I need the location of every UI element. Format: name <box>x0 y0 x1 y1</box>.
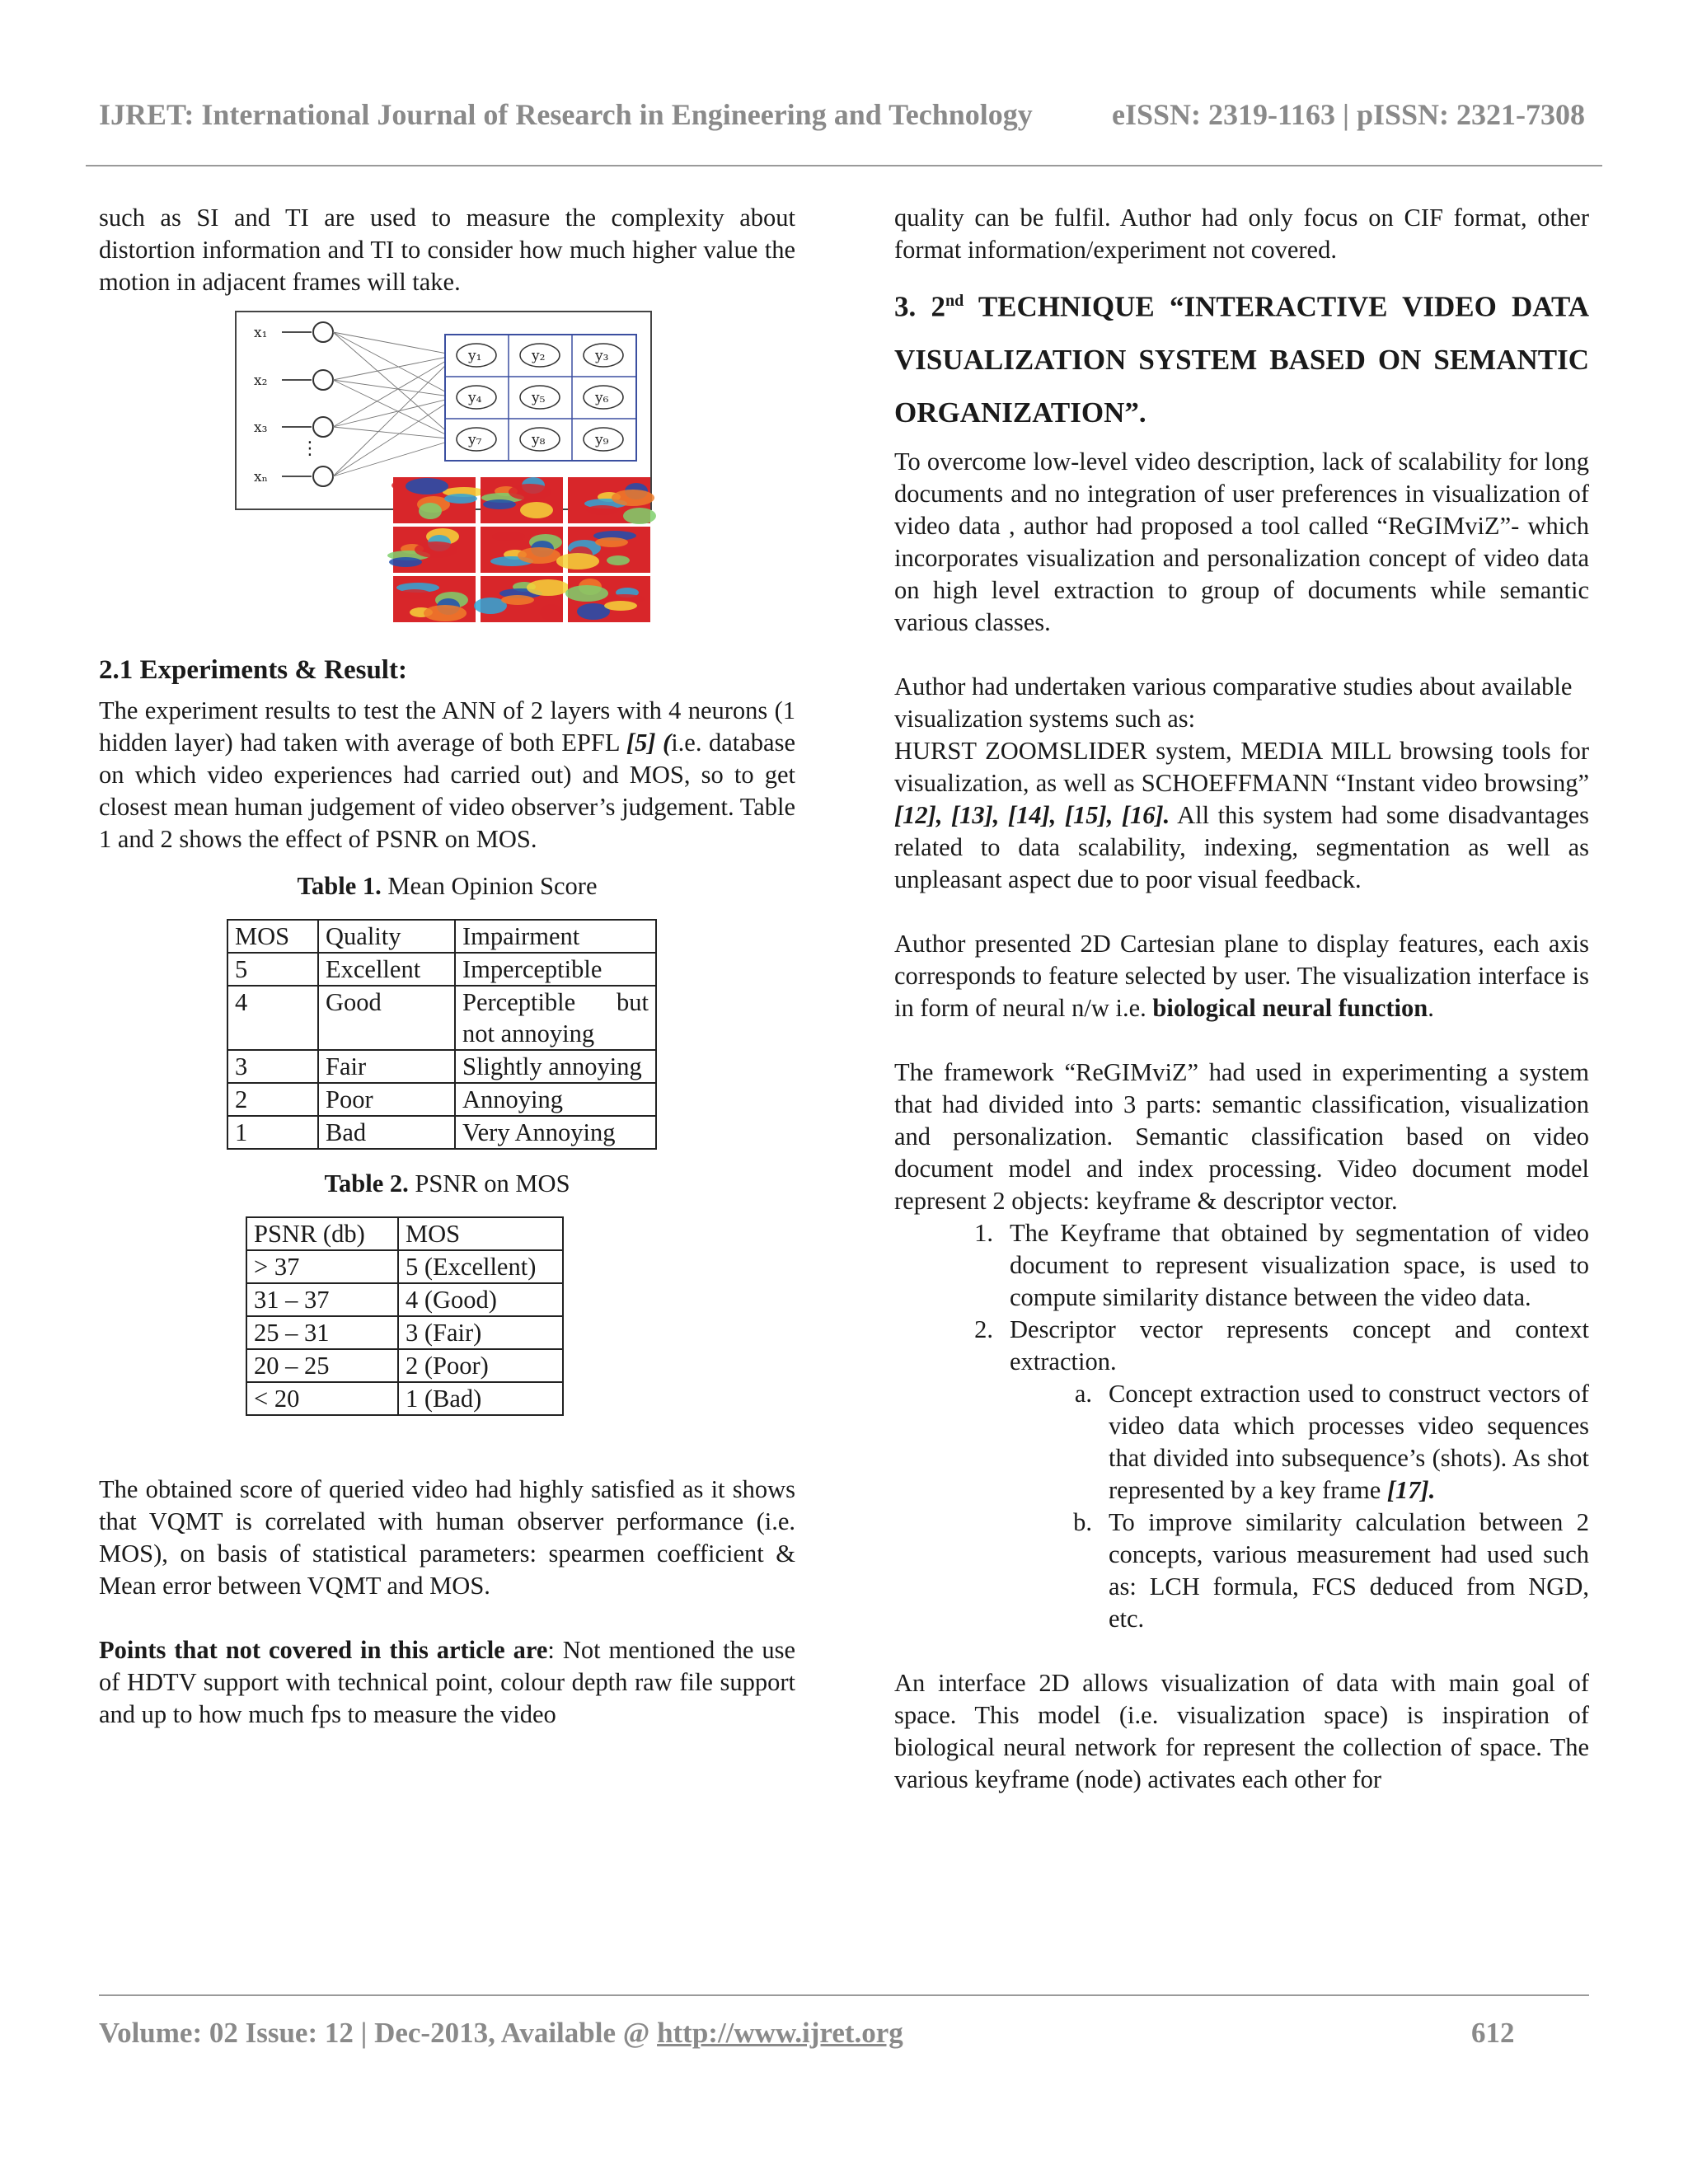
left-column <box>99 202 795 1731</box>
journal-link[interactable]: http://www.ijret.org <box>657 2017 903 2049</box>
svg-text:⋮: ⋮ <box>301 438 319 459</box>
page-number: 612 <box>1471 2017 1515 2049</box>
table-row: 1 Bad Very Annoying <box>227 1116 656 1149</box>
experiments-paragraph: The experiment results to test the ANN of 2 layers with 4 neurons (1 hidden layer) had taken with average of both EPFL [5] (i.e. database on which video experiences had carried out) and MOS, so to get closest mean human judgement of video observer’s judgement. Table 1 and 2 shows the effect of PSNR on MOS. <box>99 696 795 853</box>
overview-paragraph: To overcome low-level video description, lack of scalability for long documents and no integration of user preferences in visualization of video data , author had proposed a tool called “ReGIMviZ”- which incorporates visualization and personalization concept of video data on high level extraction to group of documents while semantic various classes. <box>894 447 1589 636</box>
table-header-row: PSNR (db) MOS <box>246 1217 563 1250</box>
table-row: > 37 5 (Excellent) <box>246 1250 563 1283</box>
header-rule <box>86 165 1602 166</box>
heatmap-thumbnail <box>481 477 563 523</box>
output-label: y₁ <box>468 348 482 364</box>
output-label: y₄ <box>468 390 482 406</box>
input-label: x₁ <box>254 325 268 341</box>
input-label: xₙ <box>254 469 268 485</box>
heatmap-thumbnails <box>387 477 656 622</box>
input-label: x₂ <box>254 373 268 389</box>
comparative-studies-paragraph: Author had undertaken various comparative studies about available visualization systems such as: <box>894 672 1573 733</box>
heatmap-thumbnail <box>565 576 650 622</box>
table-header-row: MOS Quality Impairment <box>227 920 656 953</box>
table-row: 5 Excellent Imperceptible <box>227 953 656 986</box>
table-row: 2 Poor Annoying <box>227 1083 656 1116</box>
table1-mos <box>227 919 657 1150</box>
issn-header: eISSN: 2319-1163 | pISSN: 2321-7308 <box>1112 98 1585 131</box>
section-heading-3: 3. 2nd TECHNIQUE “INTERACTIVE VIDEO DATA VISUALIZATION SYSTEM BASED ON SEMANTIC ORGANIZATION”. <box>894 290 1590 429</box>
output-label: y₂ <box>532 348 546 364</box>
journal-header: IJRET: International Journal of Research in Engineering and Technology <box>99 98 1033 131</box>
table2-caption: Table 2. PSNR on MOS <box>324 1169 570 1197</box>
output-label: y₇ <box>468 432 482 448</box>
intro-paragraph: such as SI and TI are used to measure the complexity about distortion information and TI to consider how much higher value the motion in adjacent frames will take. <box>99 204 795 296</box>
output-label: y₅ <box>532 390 546 406</box>
output-label: y₈ <box>532 432 546 448</box>
interface-paragraph: An interface 2D allows visualization of data with main goal of space. This model (i.e. visualization space) is inspiration of biological neural network for represent the collection of space. The various keyframe (node) activates each other for <box>894 1668 1589 1793</box>
citation: [17]. <box>1386 1475 1436 1504</box>
table-row: 31 – 37 4 (Good) <box>246 1283 563 1316</box>
list-item: 2. Descriptor vector represents concept and context extraction. <box>974 1315 1589 1376</box>
heatmap-thumbnail <box>387 527 476 573</box>
ann-figure <box>99 310 795 623</box>
output-label: y₆ <box>595 390 609 406</box>
table-row: 20 – 25 2 (Poor) <box>246 1349 563 1382</box>
input-label: x₃ <box>254 419 268 436</box>
sublist-item: a. Concept extraction used to construct vectors of video data which processes video sequences that divided into subsequence’s (shots). As shot represented by a key frame [17]. <box>1074 1379 1589 1504</box>
footer-text: Volume: 02 Issue: 12 | Dec-2013, Available @ http://www.ijret.org <box>99 2017 903 2049</box>
table1-caption: Table 1. Mean Opinion Score <box>297 872 598 900</box>
obtained-paragraph: The obtained score of queried video had highly satisfied as it shows that VQMT is correlated with human observer performance (i.e. MOS), on basis of statistical parameters: spearmen coefficient & Mean error between VQMT and MOS. <box>99 1475 795 1600</box>
heatmap-thumbnail <box>481 527 563 573</box>
sublist-item: b. To improve similarity calculation between 2 concepts, various measurement had used such as: LCH formula, FCS deduced from NGD, etc. <box>1073 1507 1589 1633</box>
heatmap-thumbnail <box>392 477 485 523</box>
table-row: < 20 1 (Bad) <box>246 1382 563 1415</box>
table-row: 4 Good Perceptible but not annoying <box>227 986 656 1050</box>
table-row: 3 Fair Slightly annoying <box>227 1050 656 1083</box>
points-paragraph: Points that not covered in this article are: Not mentioned the use of HDTV support with technical point, colour depth raw file support and up to how much fps to measure the video <box>99 1636 795 1728</box>
ann-diagram <box>99 310 795 623</box>
output-label: y₃ <box>595 348 609 364</box>
cartesian-paragraph: Author presented 2D Cartesian plane to display features, each axis corresponds to feature selected by user. The visualization interface is in form of neural n/w i.e. biological neural function. <box>894 929 1589 1022</box>
right-column <box>894 202 1589 1796</box>
numbered-list <box>894 1217 1589 1635</box>
framework-paragraph: The framework “ReGIMviZ” had used in experimenting a system that had divided into 3 parts: semantic classification, visualization and personalization. Semantic classification based on video document model and index processing. Video document model represent 2 objects: keyframe & descriptor vector. <box>894 1057 1589 1215</box>
heatmap-thumbnail <box>474 576 570 622</box>
output-label: y₉ <box>595 432 609 448</box>
section-heading-2-1: 2.1 Experiments & Result: <box>99 655 407 685</box>
footer-rule <box>99 1994 1589 1996</box>
list-item: 1. The Keyframe that obtained by segmentation of video document to represent visualization space, is used to compute similarity distance between the video data. <box>974 1218 1589 1311</box>
table-row: 25 – 31 3 (Fair) <box>246 1316 563 1349</box>
heatmap-thumbnail <box>556 527 650 573</box>
table2-psnr <box>246 1216 564 1416</box>
heatmap-thumbnail <box>568 477 656 524</box>
systems-paragraph: HURST ZOOMSLIDER system, MEDIA MILL browsing tools for visualization, as well as SCHOEFFMANN “Instant video browsing” [12], [13], [14], [15], [16]. All this system had some disadvantages related to data scalability, indexing, segmentation as well as unpleasant aspect due to poor visual feedback. <box>894 736 1589 893</box>
citation: [12], [13], [14], [15], [16]. <box>894 800 1170 829</box>
citation: [5] ( <box>626 729 672 757</box>
heatmap-thumbnail <box>393 576 476 622</box>
continuation-paragraph: quality can be fulfil. Author had only focus on CIF format, other format information/experiment not covered. <box>894 204 1589 264</box>
